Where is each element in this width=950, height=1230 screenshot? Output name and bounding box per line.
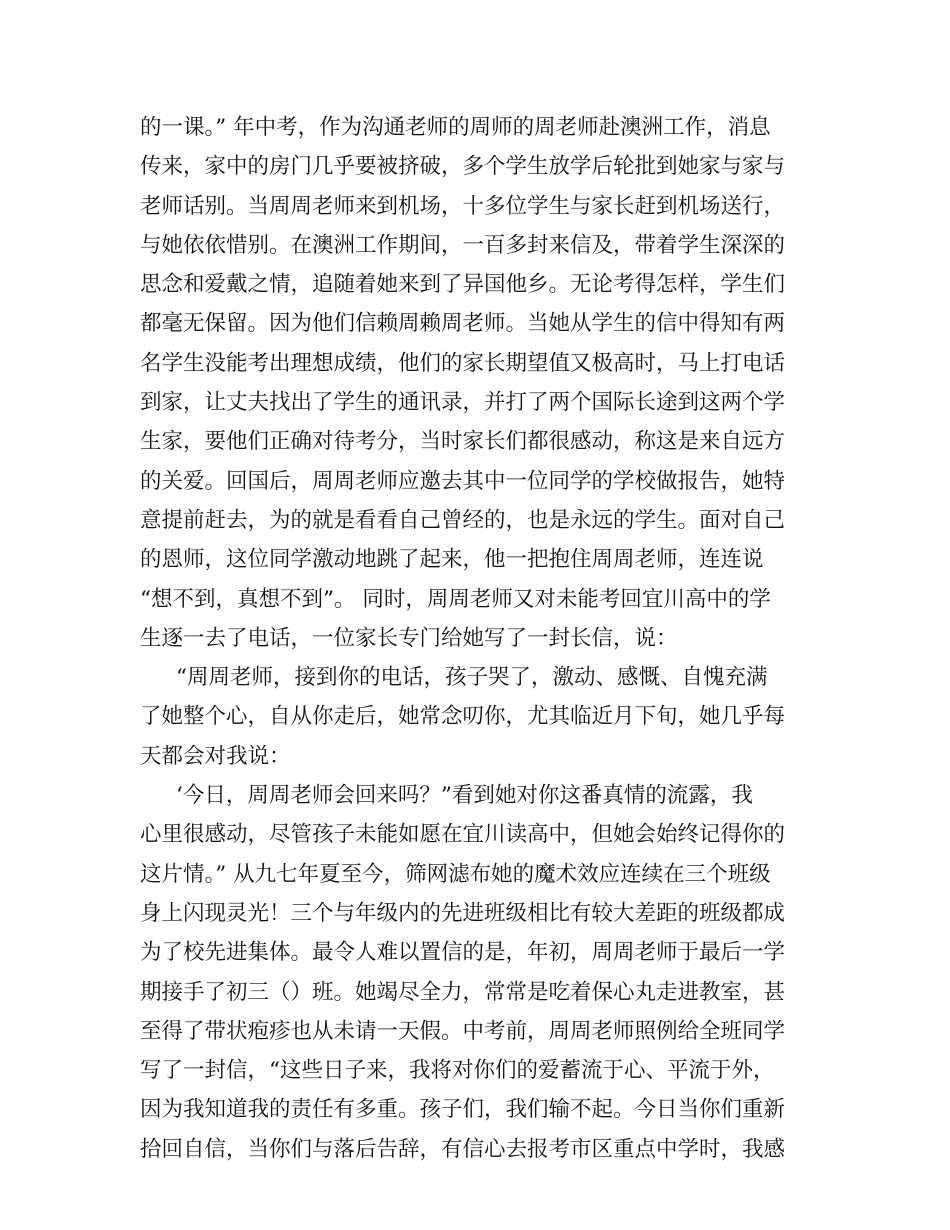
text-line-5: 思念和爱戴之情，追随着她来到了异国他乡。无论考得怎样，学生们 (140, 272, 786, 298)
text-line-26: 因为我知道我的责任有多重。孩子们，我们输不起。今日当你们重新 (140, 1097, 786, 1123)
text-line-18: ‘今日，周周老师会回来吗？”看到她对你这番真情的流露，我 (176, 783, 753, 809)
text-line-10: 的关爱。回国后，周周老师应邀去其中一位同学的学校做报告，她特 (140, 468, 786, 494)
text-line-19: 心里很感动，尽管孩子未能如愿在宜川读高中，但她会始终记得你的 (140, 822, 786, 848)
text-line-21: 身上闪现灵光！三个与年级内的先进班级相比有较大差距的班级都成 (140, 900, 786, 926)
text-line-12: 的恩师，这位同学激动地跳了起来，他一把抱住周周老师，连连说 (140, 547, 764, 573)
text-line-3: 老师话别。当周周老师来到机场，十多位学生与家长赶到机场送行， (140, 193, 786, 219)
text-line-1: 的一课。” 年中考，作为沟通老师的周师的周老师赴澳洲工作，消息 (140, 115, 771, 140)
text-line-9: 生家，要他们正确对待考分，当时家长们都很感动，称这是来自远方 (140, 429, 786, 455)
text-line-24: 至得了带状疱疹也从未请一天假。中考前，周周老师照例给全班同学 (140, 1018, 786, 1044)
text-line-7: 名学生没能考出理想成绩，他们的家长期望值又极高时，马上打电话 (140, 350, 786, 376)
text-line-20: 这片情。” 从九七年夏至今，筛网滤布她的魔术效应连续在三个班级 (140, 861, 771, 887)
text-line-23: 期接手了初三（）班。她竭尽全力，常常是吃着保心丸走进教室，甚 (140, 979, 786, 1005)
text-line-8: 到家，让丈夫找出了学生的通讯录，并打了两个国际长途到这两个学 (140, 390, 786, 416)
text-line-25: 写了一封信，“这些日子来，我将对你们的爱蓄流于心、平流于外， (140, 1058, 775, 1084)
text-line-2: 传来，家中的房门几乎要被挤破，多个学生放学后轮批到她家与家与 (140, 154, 786, 180)
text-line-6: 都毫无保留。因为他们信赖周赖周老师。当她从学生的信中得知有两 (140, 311, 786, 337)
text-line-22: 为了校先进集体。最令人难以置信的是，年初，周周老师于最后一学 (140, 940, 786, 966)
text-line-17: 天都会对我说： (140, 743, 291, 769)
text-line-4: 与她依依惜别。在澳洲工作期间，一百多封来信及，带着学生深深的 (140, 232, 786, 258)
body-text (140, 108, 820, 1169)
text-line-16: 了她整个心，自从你走后，她常念叨你，尤其临近月下旬，她几乎每 (140, 704, 786, 730)
text-line-27: 拾回自信，当你们与落后告辞，有信心去报考市区重点中学时，我感 (140, 1136, 786, 1162)
text-line-14: 生逐一去了电话，一位家长专门给她写了一封长信，说： (140, 625, 678, 651)
text-line-11: 意提前赶去，为的就是看看自己曾经的，也是永远的学生。面对自己 (140, 507, 786, 533)
text-line-15: “周周老师，接到你的电话，孩子哭了，激动、感慨、自愧充满 (176, 665, 768, 691)
text-line-13: “想不到，真想不到”。 同时，周周老师又对未能考回宜川高中的学 (140, 586, 771, 612)
